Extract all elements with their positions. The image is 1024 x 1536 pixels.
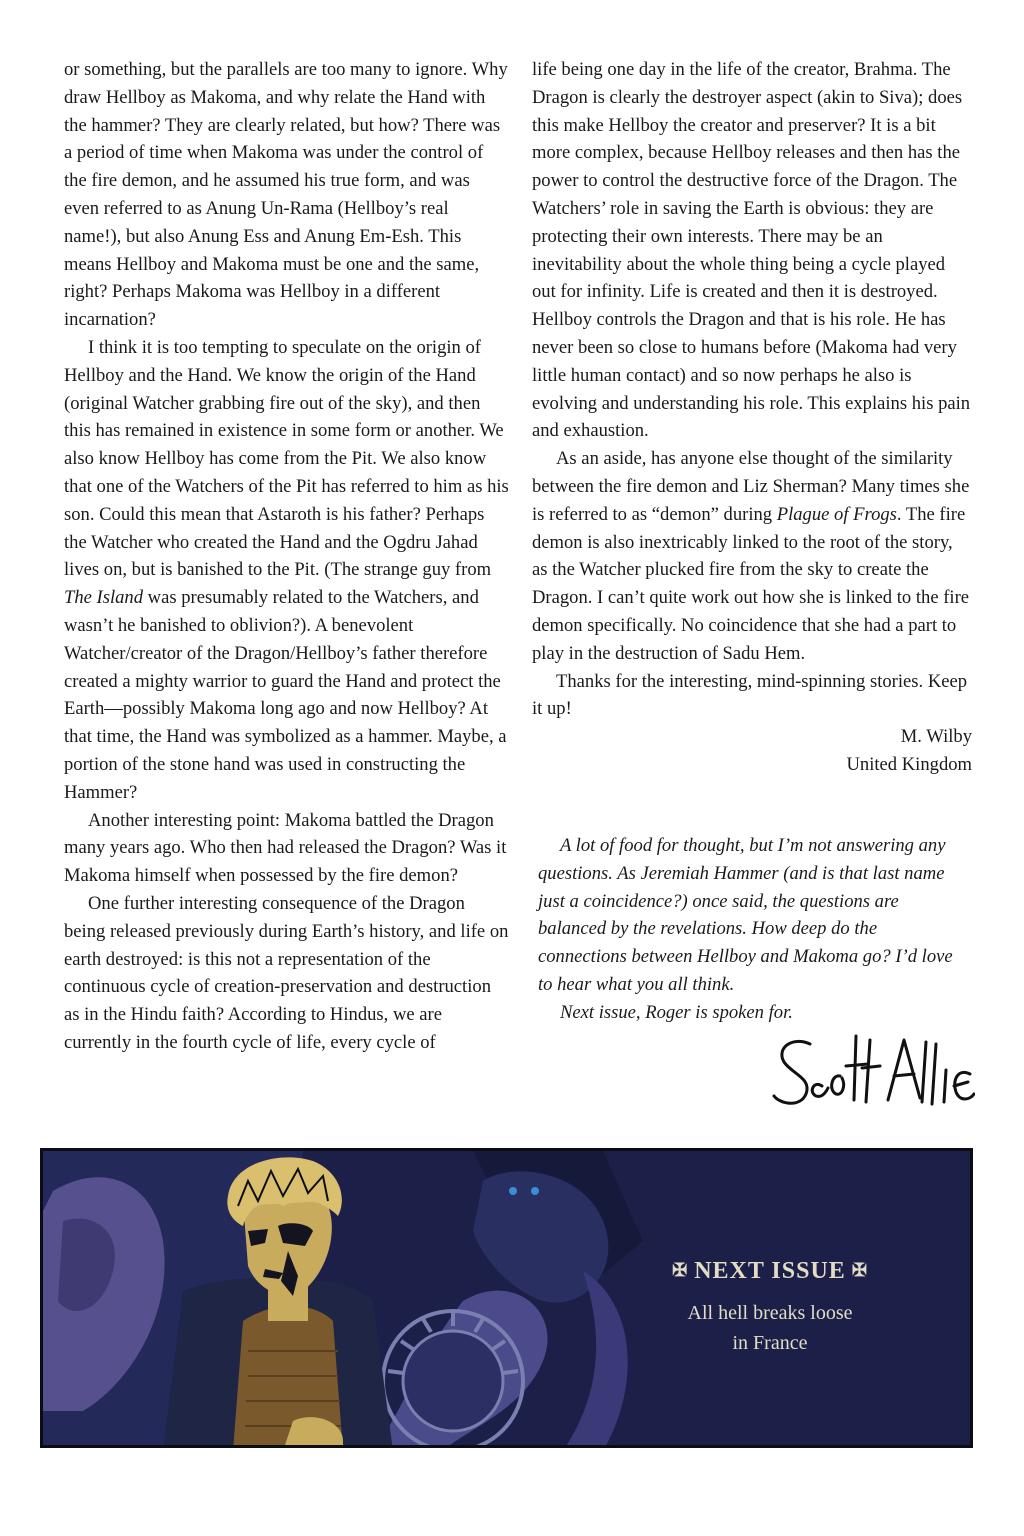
letter-signer-location: United Kingdom [846,753,972,775]
letter-left-column [64,56,509,1057]
next-issue-heading [620,1258,920,1285]
letter-paragraph: Another interesting point: Makoma battled the Dragon many years ago. Who then had released the Dragon? Was it Makoma himself when possessed by the fire demon? [64,809,507,887]
reply-paragraph: A lot of food for thought, but I’m not answering any questions. As Jeremiah Hammer (and is that last name just a coincidence?) once said, the questions are balanced by the revelations. How deep do the connections between Hellboy and Makoma go? I’d love to hear what you all think. [538,835,953,995]
letter-right-column [532,56,972,779]
next-issue-title: NEXT ISSUE [694,1258,846,1284]
editor-signature [770,1030,975,1120]
book-title: The Island [64,587,144,609]
letter-text: was presumably related to the Watchers, and wasn’t he banished to oblivion?). A benevolent Watcher/creator of the Dragon/Hellboy’s father therefore created a mighty warrior to guard the Hand and protect the Earth—possibly Makoma long ago and now Hellboy? At that time, the Hand was symbolized as a hammer. Maybe, a portion of the stone hand was used in constructing the Hammer? [64,587,507,803]
letter-text: I think it is too tempting to speculate on the origin of Hellboy and the Hand. We know the origin of the Hand (original Watcher grabbing fire out of the sky), and then this has remained in existence in some form or another. We also know Hellboy has come from the Pit. We also know that one of the Watchers of the Pit has referred to him as his son. Could this mean that Astaroth is his father? Perhaps the Watcher who created the Hand and the Ogdru Jahad lives on, but is banished to the Pit. (The strange guy from [64,336,509,581]
maltese-cross-icon: ✠ [672,1260,689,1280]
letter-paragraph: life being one day in the life of the creator, Brahma. The Dragon is clearly the destroyer aspect (akin to Siva); does this make Hellboy the creator and preserver? It is a bit more complex, because Hellboy releases and then has the power to control the destructive force of the Dragon. The Watchers’ role in saving the Earth is obvious: they are protecting their own interests. There may be an inevitability about the whole thing being a cycle played out for infinity. Life is created and then it is destroyed. Hellboy controls the Dragon and that is his role. He has never been so close to humans before (Makoma had very little human contact) and so now perhaps he also is evolving and understanding his role. This explains his pain and exhaustion. [532,59,971,442]
letter-paragraph: or something, but the parallels are too many to ignore. Why draw Hellboy as Makoma, and why relate the Hand with the hammer? They are clearly related, but how? There was a period of time when Makoma was under the control of the fire demon, and he assumed his true form, and was even referred to as Anung Un-Rama (Hellboy’s real name!), but also Anung Ess and Anung Em-Esh. This means Hellboy and Makoma must be one and the same, right? Perhaps Makoma was Hellboy in a different incarnation? [64,59,508,331]
reply-paragraph: Next issue, Roger is spoken for. [560,1001,793,1023]
letter-signer: M. Wilby [900,726,972,748]
tagline-line: All hell breaks loose [687,1302,853,1324]
maltese-cross-icon: ✠ [851,1260,868,1280]
letter-text: . The fire demon is also inextricably linked to the root of the story, as the Watcher plucked fire from the sky to create the Dragon. I can’t quite work out how she is linked to the fire demon specifically. No coincidence that she had a part to play in the destruction of Sadu Hem. [532,503,970,664]
letter-text: As an aside, has anyone else thought of the similarity between the fire demon and Liz Sherman? Many times she is referred to as “demon” during [532,448,970,525]
next-issue-tagline [640,1298,900,1358]
letter-paragraph [532,445,972,667]
tagline-line: in France [732,1332,808,1354]
letter-paragraph [64,334,509,807]
letter-paragraph: Thanks for the interesting, mind-spinning stories. Keep it up! [532,670,968,720]
editor-reply [538,832,968,1027]
book-title: Plague of Frogs [776,503,897,525]
letter-paragraph: One further interesting consequence of the Dragon being released previously during Earth’s history, and life on earth destroyed: is this not a representation of the continuous cycle of creation-preservation and destruction as in the Hindu faith? According to Hindus, we are currently in the fourth cycle of life, every cycle of [64,892,509,1053]
